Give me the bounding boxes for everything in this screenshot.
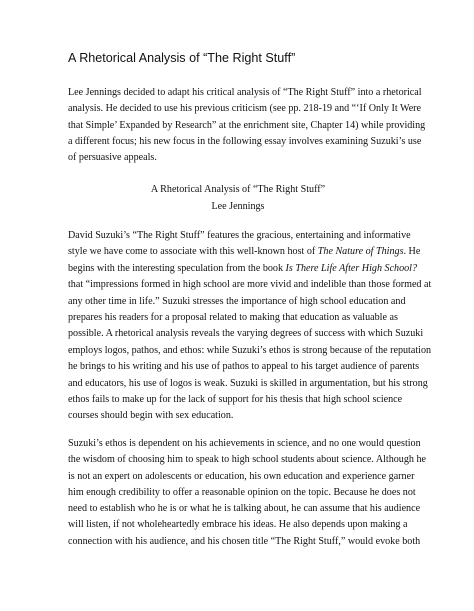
paragraph-line: and educators, his use of logos is weak. Suzuki is skilled in argumentation, but his strong xyxy=(68,377,428,389)
essay-paragraph-2 xyxy=(68,436,427,550)
essay-paragraph-1 xyxy=(68,228,432,425)
paragraph-line: David Suzuki’s “The Right Stuff” features the gracious, entertaining and informative xyxy=(68,230,411,241)
paragraph-line: is not an expert on adolescents or education, his own education and experience garner xyxy=(68,470,415,482)
essay-title: A Rhetorical Analysis of “The Right Stuff” xyxy=(150,184,326,195)
paragraph-line: ethos fails to make up for the lack of support for his thesis that high school science xyxy=(68,394,403,406)
paragraph-line: courses should begin with sex education. xyxy=(68,410,234,422)
document-heading: A Rhetorical Analysis of “The Right Stuff” xyxy=(68,51,296,65)
paragraph-line: Suzuki’s ethos is dependent on his achievements in science, and no one would question xyxy=(68,438,421,449)
paragraph-line: prepares his readers for a proposal related to making that education as valuable as xyxy=(68,312,398,324)
text-run: . He xyxy=(403,246,421,258)
paragraph-line: the wisdom of choosing him to speak to high school students about science. Although he xyxy=(68,454,427,466)
paragraph-line xyxy=(68,261,418,277)
intro-line: analysis. He decided to use his previous criticism (see pp. 218-19 and “‘If Only It Were xyxy=(68,103,422,115)
paragraph-line: will listen, if not wholeheartedly embrace his ideas. He also depends upon making a xyxy=(68,519,408,531)
paragraph-line: him enough credibility to offer a reasonable opinion on the topic. Because he does not xyxy=(68,486,416,498)
intro-paragraph xyxy=(68,85,426,166)
paragraph-line: employs logos, pathos, and ethos: while Suzuki’s ethos is strong because of the reputation xyxy=(68,344,432,356)
paragraph-line xyxy=(68,244,421,260)
text-run: style we have come to associate with this well-known host of xyxy=(68,246,318,258)
paragraph-line: connection with his audience, and his chosen title “The Right Stuff,” would evoke both xyxy=(68,535,421,547)
essay-author: Lee Jennings xyxy=(211,201,265,212)
intro-line: of persuasive appeals. xyxy=(68,152,157,164)
italic-title: The Nature of Things xyxy=(317,246,404,258)
intro-line: that Simple’ Expanded by Research” at the enrichment site, Chapter 14) while providing xyxy=(68,119,426,131)
paragraph-line: possible. A rhetorical analysis reveals the varying degrees of success with which Suzuki xyxy=(68,328,424,340)
paragraph-line: any other time in life.” Suzuki stresses the importance of high school education and xyxy=(68,295,406,307)
paragraph-line: need to establish who he is or what he is talking about, he can assume that his audience xyxy=(68,503,421,515)
intro-line: Lee Jennings decided to adapt his critical analysis of “The Right Stuff” into a rhetorical xyxy=(68,87,422,98)
intro-line: a different focus; his new focus in the following essay involves examining Suzuki’s use xyxy=(68,135,422,147)
paragraph-line: that “impressions formed in high school are more vivid and indelible than those formed at xyxy=(68,279,432,291)
text-run: begins with the interesting speculation from the book xyxy=(68,262,286,274)
italic-title: Is There Life After High School? xyxy=(285,262,418,274)
essay-title-block xyxy=(68,181,408,215)
paragraph-line: he brings to his writing and his use of pathos to appeal to his target audience of parents xyxy=(68,361,420,373)
